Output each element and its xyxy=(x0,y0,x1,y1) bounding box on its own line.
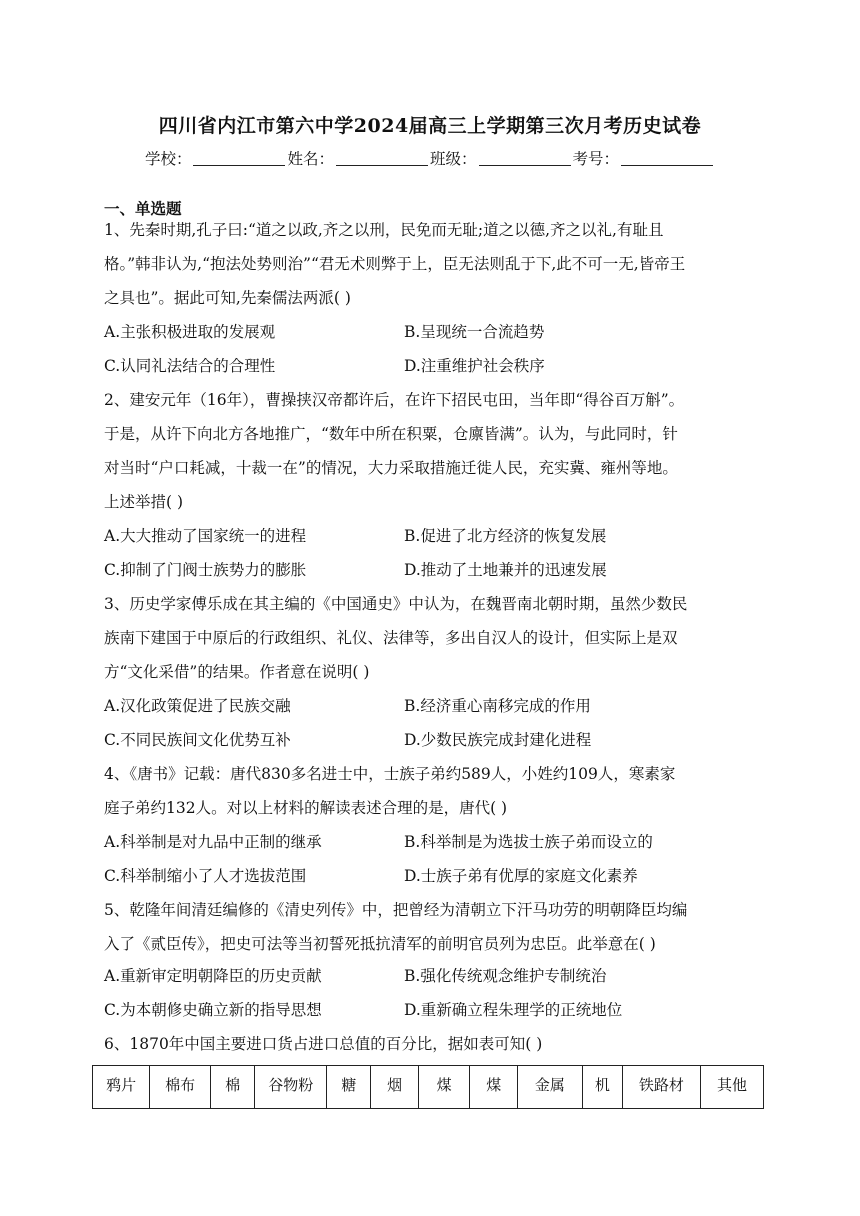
class-blank xyxy=(479,150,571,166)
table-header-cell: 棉 xyxy=(211,1066,255,1109)
question-5-option-b: B.强化传统观念维护专制统治 xyxy=(404,967,607,985)
question-3-line-1: 3、历史学家傅乐成在其主编的《中国通史》中认为，在魏晋南北朝时期，虽然少数民 xyxy=(104,595,688,613)
question-5-option-a: A.重新审定明朝降臣的历史贡献 xyxy=(104,967,322,985)
question-3-option-a: A.汉化政策促进了民族交融 xyxy=(104,697,291,715)
name-blank xyxy=(336,150,428,166)
question-2-line-2: 于是，从许下向北方各地推广，“数年中所在积粟，仓廪皆满”。认为，与此同时，针 xyxy=(104,425,678,443)
table-header-cell: 棉布 xyxy=(150,1066,211,1109)
question-2-line-1: 2、建安元年（16年），曹操挟汉帝都许后，在许下招民屯田，当年即“得谷百万斛”。 xyxy=(104,391,685,409)
exam-title: 四川省内江市第六中学2024届高三上学期第三次月考历史试卷 xyxy=(158,115,702,137)
question-1-option-a: A.主张积极进取的发展观 xyxy=(104,323,276,341)
question-2-line-3: 对当时“户口耗减，十裁一在”的情况，大力采取措施迁徙人民，充实冀、雍州等地。 xyxy=(104,459,678,477)
question-3-line-2: 族南下建国于中原后的行政组织、礼仪、法律等，多出自汉人的设计，但实际上是双 xyxy=(104,629,678,647)
question-4-option-c: C.科举制缩小了人才选拔范围 xyxy=(104,867,307,885)
question-1-line-2: 格。”韩非认为,“抱法处势则治”“君无术则弊于上，臣无法则乱于下,此不可一无,皆帝王 xyxy=(104,255,686,273)
question-1-option-c: C.认同礼法结合的合理性 xyxy=(104,357,276,375)
table-header-cell: 糖 xyxy=(327,1066,371,1109)
school-label: 学校： xyxy=(144,150,192,168)
question-1-line-1: 1、先秦时期,孔子曰:“道之以政,齐之以刑，民免而无耻;道之以德,齐之以礼,有耻且 xyxy=(104,221,664,239)
question-4-option-b: B.科举制是为选拔士族子弟而设立的 xyxy=(404,833,653,851)
student-info-row xyxy=(0,147,860,169)
question-1-line-3: 之具也”。据此可知,先秦儒法两派( ) xyxy=(104,289,351,307)
question-1-option-b: B.呈现统一合流趋势 xyxy=(404,323,545,341)
question-1-option-d: D.注重维护社会秩序 xyxy=(404,357,545,375)
question-3-option-b: B.经济重心南移完成的作用 xyxy=(404,697,591,715)
question-5-option-c: C.为本朝修史确立新的指导思想 xyxy=(104,1001,322,1019)
question-2-option-a: A.大大推动了国家统一的进程 xyxy=(104,527,307,545)
question-6-line-1: 6、1870年中国主要进口货占进口总值的百分比，据如表可知( ) xyxy=(104,1035,543,1053)
school-blank xyxy=(193,150,285,166)
question-4-line-2: 庭子弟约132人。对以上材料的解读表述合理的是，唐代( ) xyxy=(104,799,508,817)
table-header-cell: 金属 xyxy=(518,1066,583,1109)
table-header-cell: 烟 xyxy=(371,1066,419,1109)
table-header-cell: 铁路材 xyxy=(622,1066,700,1109)
question-5-option-d: D.重新确立程朱理学的正统地位 xyxy=(404,1001,623,1019)
question-3-line-3: 方“文化采借”的结果。作者意在说明( ) xyxy=(104,663,370,681)
question-2-option-b: B.促进了北方经济的恢复发展 xyxy=(404,527,607,545)
question-4-line-1: 4、《唐书》记载：唐代830多名进士中，士族子弟约589人，小姓约109人，寒素家 xyxy=(104,765,676,783)
table-header-cell: 机 xyxy=(582,1066,622,1109)
name-label: 姓名： xyxy=(287,150,334,168)
question-3-option-c: C.不同民族间文化优势互补 xyxy=(104,731,291,749)
question-5-line-1: 5、乾隆年间清廷编修的《清史列传》中，把曾经为清朝立下汗马功劳的明朝降臣均编 xyxy=(104,901,688,919)
imports-table xyxy=(92,1065,764,1109)
question-3-option-d: D.少数民族完成封建化进程 xyxy=(404,731,592,749)
number-blank xyxy=(621,150,713,166)
table-header-cell: 煤 xyxy=(470,1066,518,1109)
table-header-cell: 鸦片 xyxy=(93,1066,150,1109)
table-header-cell: 其他 xyxy=(701,1066,764,1109)
number-label: 考号： xyxy=(572,150,620,168)
question-2-line-4: 上述举措( ) xyxy=(104,493,184,511)
question-2-option-d: D.推动了土地兼并的迅速发展 xyxy=(404,561,607,579)
imports-table-header-row xyxy=(93,1066,764,1109)
table-header-cell: 煤 xyxy=(418,1066,469,1109)
question-5-line-2: 入了《贰臣传》，把史可法等当初誓死抵抗清军的前明官员列为忠臣。此举意在( ) xyxy=(104,935,656,953)
class-label: 班级： xyxy=(430,150,477,168)
table-header-cell: 谷物粉 xyxy=(255,1066,327,1109)
question-2-option-c: C.抑制了门阀士族势力的膨胀 xyxy=(104,561,307,579)
section-title: 一、单选题 xyxy=(104,200,182,218)
question-4-option-d: D.士族子弟有优厚的家庭文化素养 xyxy=(404,867,638,885)
question-4-option-a: A.科举制是对九品中正制的继承 xyxy=(104,833,322,851)
